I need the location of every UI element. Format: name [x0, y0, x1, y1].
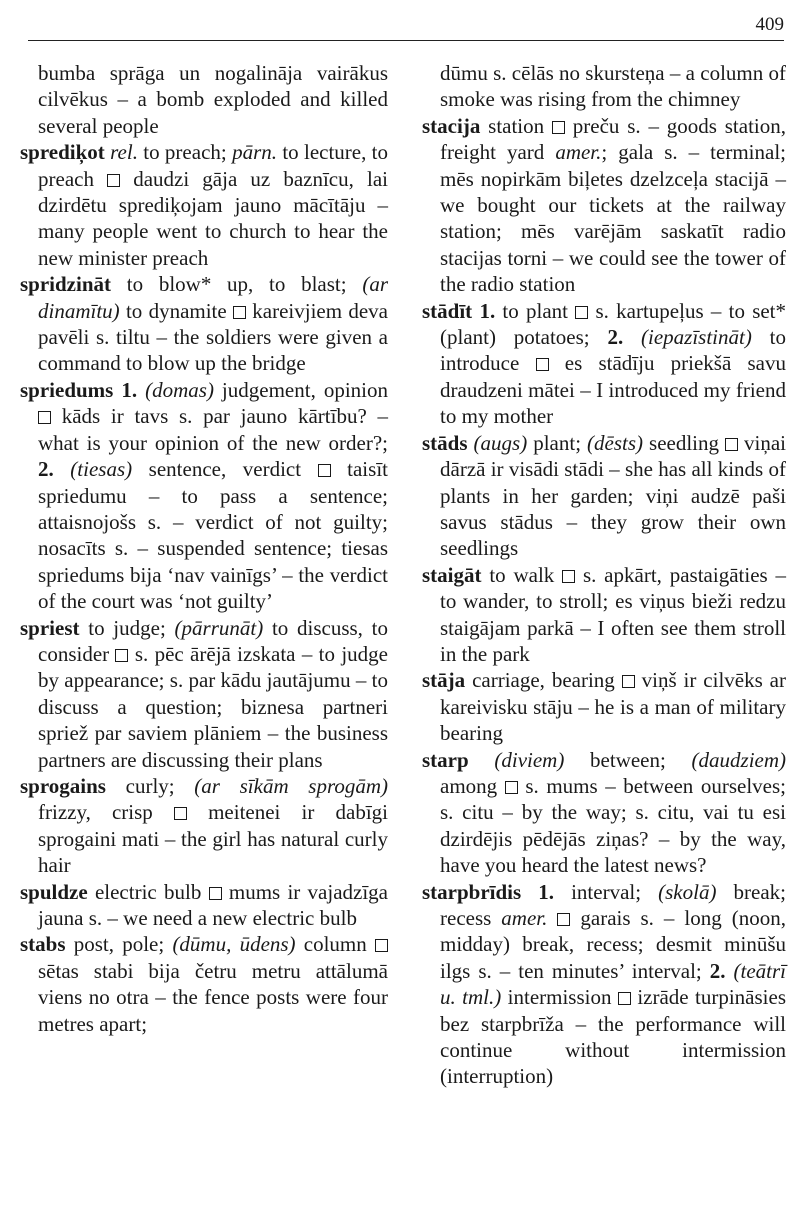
headword: stacija — [422, 113, 481, 138]
left-column — [20, 60, 388, 1037]
headword: spridzināt — [20, 272, 112, 297]
label-italic: (ar dinamītu) — [38, 272, 388, 323]
label-italic: (iepazīstināt) — [641, 325, 752, 350]
entry-text: s. pēc ārējā izskata – to judge by appearance; s. par kādu jautājumu – to discuss a question; biznesa partneri spriež par saviem plāniem – the business partners are discussing their plans — [38, 641, 388, 772]
example-marker-icon — [115, 649, 128, 662]
label-italic: (diviem) — [494, 747, 565, 772]
entry-text: among — [440, 773, 505, 798]
entry-text: intermission — [501, 985, 618, 1010]
label-italic: (dūmu, ūdens) — [172, 932, 296, 957]
example-marker-icon — [536, 358, 549, 371]
entry-text: between; — [564, 747, 692, 772]
example-marker-icon — [557, 913, 570, 926]
example-marker-icon — [725, 438, 738, 451]
dictionary-entry — [20, 773, 388, 879]
sense-number: 1. — [538, 879, 555, 904]
label-italic: pārn. — [232, 140, 277, 165]
entry-text: column — [295, 932, 375, 957]
label-italic: (domas) — [145, 377, 214, 402]
dictionary-entry — [422, 298, 786, 430]
example-marker-icon — [174, 807, 187, 820]
entry-text: bumba sprāga un nogalināja vairākus cilvēkus – a bomb exploded and killed several people — [38, 61, 388, 138]
dictionary-entry — [20, 271, 388, 377]
headword: starpbrīdis — [422, 879, 522, 904]
entry-text: viņai dārzā ir visādi stādi – she has all kinds of plants in her garden; viņi audzē paši savus stādus – they grow their own seedlings — [440, 430, 787, 561]
entry-text — [54, 457, 71, 481]
headword: stāds — [422, 430, 468, 455]
example-marker-icon — [38, 411, 51, 424]
example-marker-icon — [575, 306, 588, 319]
entry-text — [521, 880, 538, 904]
headword: sprediķot — [20, 140, 105, 165]
label-italic: (tiesas) — [70, 457, 133, 482]
entry-text: s. kartupeļus – to set* (plant) potatoes; — [440, 298, 787, 350]
label-italic: (dēsts) — [587, 430, 644, 455]
entry-text: s. apkārt, pastaigāties – to wander, to stroll; es viņus bieži redzu staigājam parkā – I often see them stroll in the park — [440, 562, 787, 666]
entry-continuation — [422, 60, 786, 113]
entry-text: to judge; — [79, 615, 175, 640]
example-marker-icon — [233, 306, 246, 319]
headword: spuldze — [20, 879, 88, 904]
entry-text — [137, 378, 145, 402]
headword: spriedums — [20, 377, 114, 402]
sense-number: 1. — [121, 377, 138, 402]
entry-text: daudzi gāja uz baznīcu, lai dzirdētu sprediķojam jauno mācītāju – many people went to church to hear the new minister preach — [38, 166, 388, 270]
label-italic: (daudziem) — [691, 747, 787, 772]
entry-text: dūmu s. cēlās no skursteņa – a column of smoke was rising from the chimney — [440, 61, 786, 112]
entry-text: curly; — [105, 773, 195, 798]
entry-text: seedling — [643, 430, 726, 455]
sense-number: 1. — [479, 298, 496, 323]
entry-text: meitenei ir dabīgi sprogaini mati – the girl has natural curly hair — [38, 800, 388, 878]
sense-number: 2. — [38, 457, 54, 482]
entry-text: carriage, bearing — [465, 668, 622, 693]
entry-text: preču s. – goods station, freight yard — [440, 113, 786, 165]
example-marker-icon — [505, 781, 518, 794]
dictionary-entry — [20, 377, 388, 615]
header-rule — [28, 40, 784, 41]
entry-text: to plant — [495, 298, 576, 323]
entry-text: interval; — [554, 879, 659, 904]
entry-continuation — [20, 60, 388, 139]
entry-text: sentence, verdict — [132, 457, 318, 482]
entry-text: to discuss, to consider — [38, 615, 388, 666]
entry-text: to introduce — [440, 325, 786, 376]
entry-text: electric bulb — [87, 879, 209, 904]
entry-text: post, pole; — [65, 932, 173, 957]
label-italic: (pārrunāt) — [174, 615, 264, 640]
dictionary-entry — [422, 667, 786, 746]
entry-text: plant; — [527, 430, 588, 455]
example-marker-icon — [562, 570, 575, 583]
entry-text: judgement, opinion — [213, 377, 388, 402]
entry-text: to walk — [481, 562, 563, 587]
entry-text: izrāde turpināsies bez starpbrīža – the performance will continue without intermission (interruption) — [440, 985, 786, 1089]
headword: spriest — [20, 615, 80, 640]
label-italic: rel. — [110, 140, 138, 165]
headword: stabs — [20, 932, 66, 957]
example-marker-icon — [375, 939, 388, 952]
label-italic: (skolā) — [658, 879, 717, 904]
entry-text — [547, 906, 557, 930]
example-marker-icon — [209, 887, 222, 900]
entry-text: to dynamite — [119, 298, 233, 323]
entry-text: s. mums – between ourselves; s. citu – by the way; s. citu, vai tu esi dzirdējis pēdējās ziņas? – by the way, have you heard the latest news? — [440, 773, 786, 878]
dictionary-entry — [422, 747, 786, 879]
dictionary-entry — [422, 562, 786, 668]
dictionary-entry — [422, 430, 786, 562]
right-column — [422, 60, 786, 1090]
dictionary-entry — [20, 879, 388, 932]
dictionary-entry — [422, 113, 786, 298]
label-italic: (augs) — [473, 430, 528, 455]
headword: starp — [422, 747, 469, 772]
entry-text: to blow* up, to blast; — [111, 272, 363, 297]
entry-text: ; gala s. – terminal; mēs nopirkām biļetes dzelzceļa stacijā – we bought our tickets at the railway station; mēs varējām saskatīt radio stacijas torni – we could see the tower of the radio station — [440, 140, 786, 297]
dictionary-entry — [422, 879, 786, 1090]
entry-text: to lecture, to preach — [38, 140, 389, 191]
entry-text: viņš ir cilvēks ar kareivisku stāju – he is a man of military bearing — [440, 668, 786, 746]
example-marker-icon — [552, 121, 565, 134]
entry-text: station — [480, 113, 552, 138]
page-number: 409 — [755, 14, 784, 35]
headword: stāja — [422, 668, 466, 693]
sense-number: 2. — [607, 325, 624, 350]
example-marker-icon — [622, 675, 635, 688]
dictionary-entry — [20, 139, 388, 271]
dictionary-entry — [20, 615, 388, 773]
label-italic: amer. — [555, 140, 602, 165]
entry-text: sētas stabi bija četru metru attālumā viens no otra – the fence posts were four metres apart; — [38, 958, 388, 1036]
entry-text — [623, 325, 641, 349]
entry-text — [726, 959, 734, 983]
entry-text: kāds ir tavs s. par jauno kārtību? – what is your opinion of the new order?; — [38, 404, 388, 455]
entry-text: taisīt spriedumu – to pass a sentence; attaisnojošs s. – verdict of not guilty; nosacīts s. – suspended sentence; tiesas spriedums bija ‘nav vainīgs’ – the verdict of the court was ‘not guilty’ — [38, 457, 388, 614]
headword: staigāt — [422, 562, 482, 587]
headword: sprogains — [20, 773, 106, 798]
entry-text: frizzy, crisp — [38, 800, 174, 825]
entry-text — [469, 748, 495, 772]
entry-text: garais s. – long (noon, midday) break, recess; desmit minūšu ilgs s. – ten minutes’ interval; — [440, 906, 786, 983]
dictionary-entry — [20, 931, 388, 1037]
label-italic: (teātrī u. tml.) — [440, 958, 787, 1010]
entry-text: mums ir vajadzīga jauna s. – we need a new electric bulb — [38, 879, 388, 930]
entry-text: kareivjiem deva pavēli s. tiltu – the soldiers were given a command to blow up the bridge — [38, 298, 388, 376]
label-italic: amer. — [501, 906, 548, 930]
sense-number: 2. — [709, 958, 726, 983]
entry-text: es stādīju priekšā savu draudzeni mātei – I introduced my friend to my mother — [440, 351, 787, 429]
headword: stādīt — [422, 298, 473, 323]
example-marker-icon — [107, 174, 120, 187]
example-marker-icon — [318, 464, 331, 477]
entry-text: to preach; — [137, 140, 233, 165]
example-marker-icon — [618, 992, 631, 1005]
entry-text: break; recess — [440, 879, 786, 930]
label-italic: (ar sīkām sprogām) — [194, 773, 388, 798]
